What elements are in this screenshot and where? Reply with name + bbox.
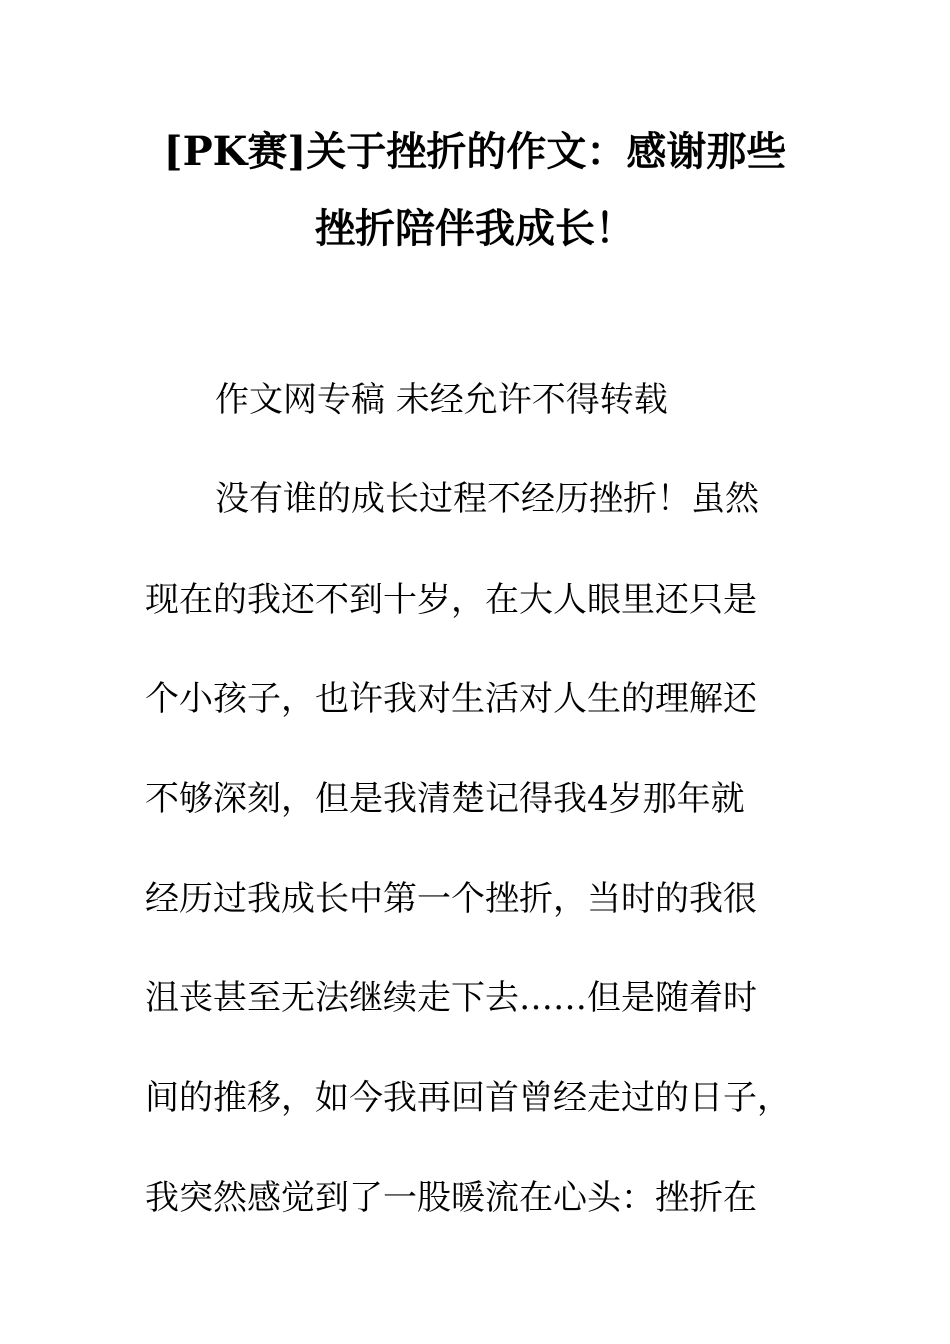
copyright-notice: 作文网专稿 未经允许不得转载 <box>215 380 668 420</box>
document-title-line-2: 挫折陪伴我成长！ <box>315 205 635 252</box>
body-line-2: 现在的我还不到十岁，在大人眼里还只是 <box>145 580 757 620</box>
body-line-8: 我突然感觉到了一股暖流在心头：挫折在 <box>145 1178 757 1218</box>
document-title-line-1: [PK赛]关于挫折的作文：感谢那些 <box>163 128 787 175</box>
body-line-6: 沮丧甚至无法继续走下去……但是随着时 <box>145 978 757 1018</box>
body-line-5: 经历过我成长中第一个挫折，当时的我很 <box>145 879 757 919</box>
body-line-1: 没有谁的成长过程不经历挫折！虽然 <box>215 479 759 519</box>
body-line-7: 间的推移，如今我再回首曾经走过的日子， <box>145 1078 791 1118</box>
body-line-4: 不够深刻，但是我清楚记得我4岁那年就 <box>145 779 745 819</box>
body-line-3: 个小孩子，也许我对生活对人生的理解还 <box>145 679 757 719</box>
